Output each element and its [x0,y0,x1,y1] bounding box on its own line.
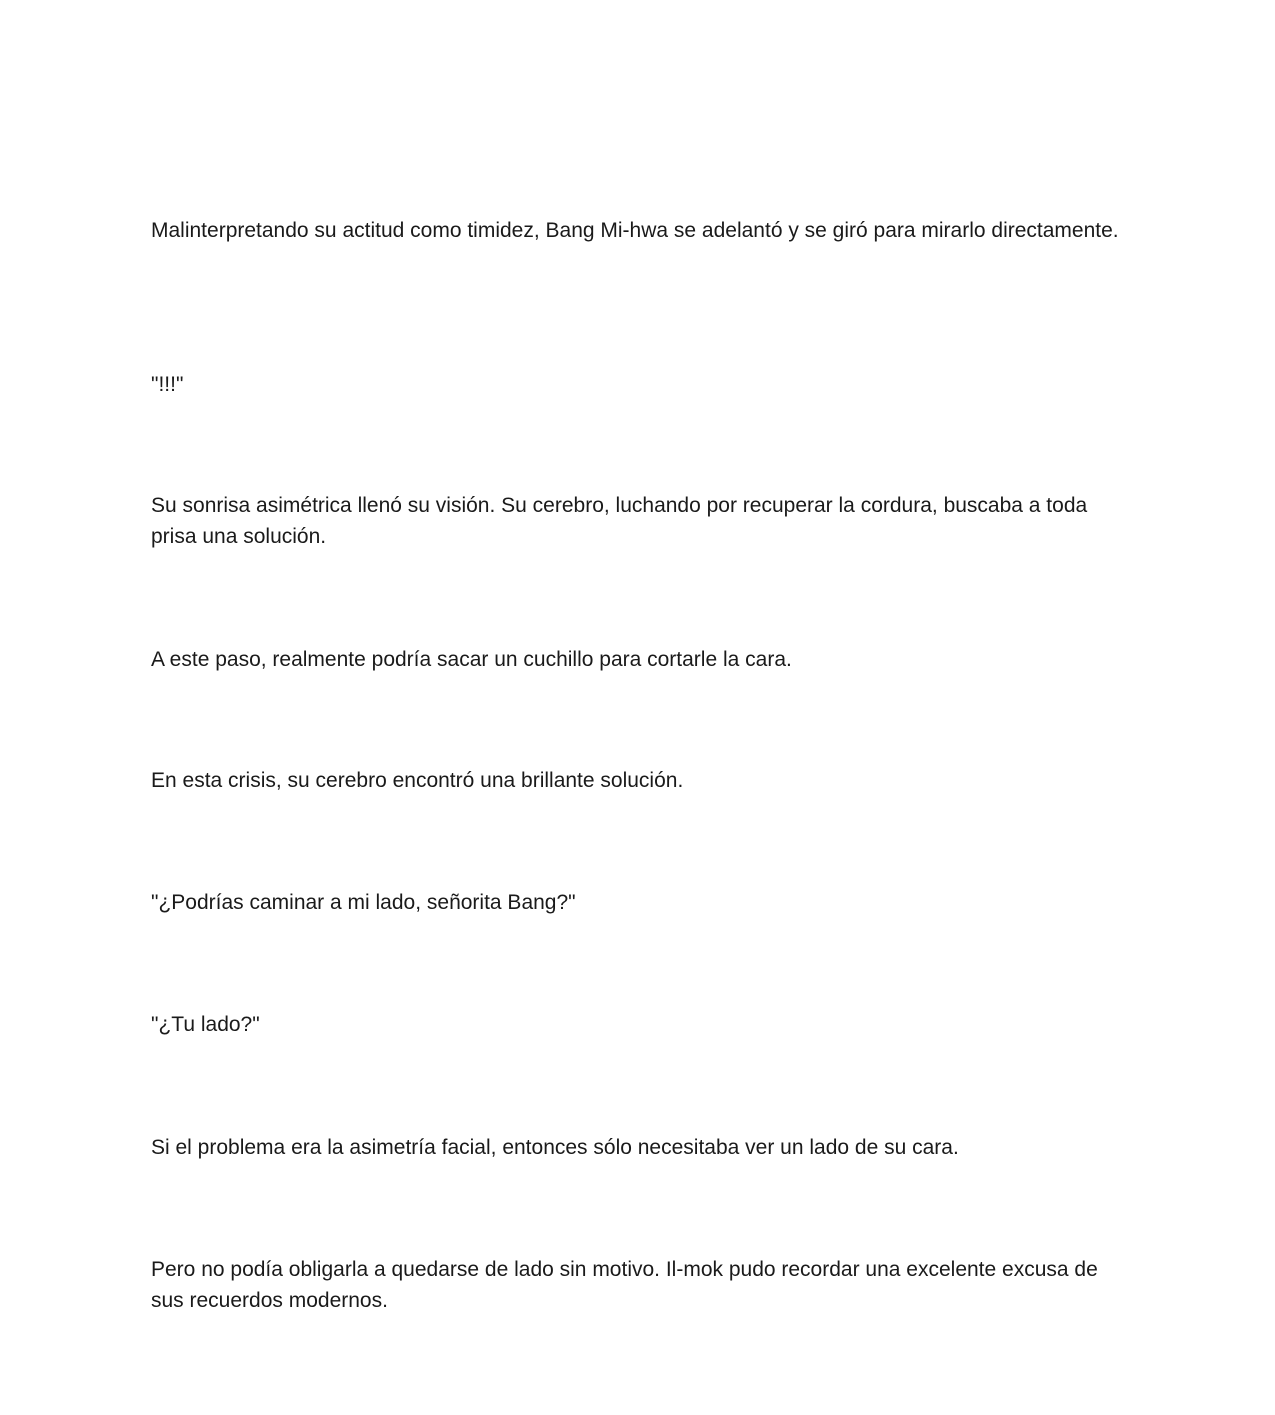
paragraph: "!!!" [151,373,184,396]
paragraph: "¿Podrías caminar a mi lado, señorita Bang?" [151,891,576,914]
paragraph: Su sonrisa asimétrica llenó su visión. Su cerebro, luchando por recuperar la cordura, buscaba a toda prisa una solución. [151,494,1088,548]
paragraph: Si el problema era la asimetría facial, entonces sólo necesitaba ver un lado de su cara. [151,1136,959,1159]
paragraph: Pero no podía obligarla a quedarse de lado sin motivo. Il-mok pudo recordar una excelente excusa de sus recuerdos modernos. [151,1258,1098,1312]
paragraph: "¿Tu lado?" [151,1013,260,1036]
paragraph: A este paso, realmente podría sacar un cuchillo para cortarle la cara. [151,648,792,671]
paragraph: En esta crisis, su cerebro encontró una brillante solución. [151,769,684,792]
paragraph: Malinterpretando su actitud como timidez, Bang Mi-hwa se adelantó y se giró para mirarlo directamente. [151,219,1119,242]
